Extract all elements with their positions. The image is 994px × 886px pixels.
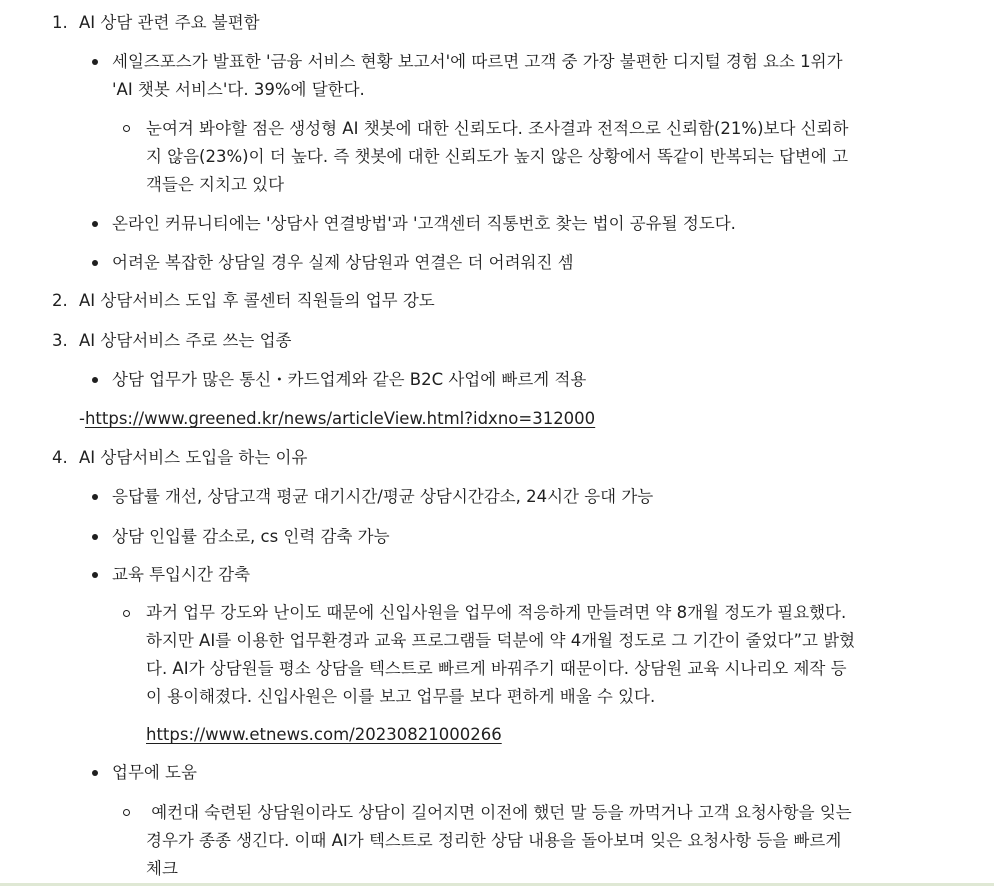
- section-4-bullet-2: 상담 인입률 감소로, cs 인력 감축 가능: [112, 527, 390, 546]
- section-1-sub-1-line-3: 객들은 지치고 있다: [146, 175, 285, 194]
- source-prefix: -: [79, 409, 85, 428]
- section-2-title: AI 상담서비스 도입 후 콜센터 직원들의 업무 강도: [79, 291, 435, 310]
- section-1-number: 1.: [52, 13, 68, 32]
- etnews-article-link[interactable]: https://www.etnews.com/20230821000266: [146, 725, 502, 744]
- etnews-link-line: [146, 723, 502, 746]
- bullet-dot: [92, 494, 98, 500]
- section-3-number: 3.: [52, 331, 68, 350]
- section-2-number: 2.: [52, 291, 68, 310]
- section-1-sub-1-line-2: 지 않음(23%)이 더 높다. 즉 챗봇에 대한 신뢰도가 높지 않은 상황에서 똑같이 반복되는 답변에 고: [146, 147, 849, 166]
- greened-article-link[interactable]: https://www.greened.kr/news/articleView.html?idxno=312000: [84, 409, 596, 428]
- section-1-title: AI 상담 관련 주요 불편함: [79, 13, 260, 32]
- section-1-bullet-1-line-1: 세일즈포스가 발표한 '금융 서비스 현황 보고서'에 따르면 고객 중 가장 불편한 디지털 경험 요소 1위가: [112, 52, 843, 71]
- bullet-dot: [92, 59, 98, 65]
- section-4-number: 4.: [52, 448, 68, 467]
- section-4-bullet-3-sub-line-4: 이 용이해졌다. 신입사원은 이를 보고 업무를 보다 편하게 배울 수 있다.: [146, 687, 656, 706]
- section-4-bullet-4-sub-line-2: 경우가 종종 생긴다. 이때 AI가 텍스트로 정리한 상담 내용을 돌아보며 잊은 요청사항 등을 빠르게: [146, 831, 842, 850]
- section-1-bullet-1-line-2: 'AI 챗봇 서비스'다. 39%에 달한다.: [112, 80, 365, 99]
- bullet-dot: [92, 770, 98, 776]
- bullet-dot: [92, 260, 98, 266]
- sub-bullet-circle: [123, 610, 130, 617]
- section-3-bullet-1: 상담 업무가 많은 통신・카드업계와 같은 B2C 사업에 빠르게 적용: [112, 370, 587, 389]
- section-4-bullet-3-sub-line-1: 과거 업무 강도와 난이도 때문에 신입사원을 업무에 적응하게 만들려면 약 8개월 정도가 필요했다.: [146, 603, 847, 622]
- sub-bullet-circle: [123, 125, 130, 132]
- section-1-bullet-3: 어려운 복잡한 상담일 경우 실제 상담원과 연결은 더 어려워진 셈: [112, 253, 574, 272]
- section-4-bullet-3-sub-line-2: 하지만 AI를 이용한 업무환경과 교육 프로그램들 덕분에 약 4개월 정도로 그 기간이 줄었다”고 밝혔: [146, 631, 856, 650]
- section-3-source: [79, 407, 595, 430]
- section-4-bullet-4: 업무에 도움: [112, 763, 197, 782]
- bullet-dot: [92, 221, 98, 227]
- sub-bullet-circle: [123, 809, 130, 816]
- bullet-dot: [92, 377, 98, 383]
- section-1-sub-1-line-1: 눈여겨 봐야할 점은 생성형 AI 챗봇에 대한 신뢰도다. 조사결과 전적으로 신뢰함(21%)보다 신뢰하: [146, 119, 849, 138]
- section-4-bullet-1: 응답률 개선, 상담고객 평균 대기시간/평균 상담시간감소, 24시간 응대 가능: [112, 487, 654, 506]
- section-4-bullet-3-sub-line-3: 다. AI가 상담원들 평소 상담을 텍스트로 빠르게 바꿔주기 때문이다. 상담원 교육 시나리오 제작 등: [146, 659, 847, 678]
- section-4-bullet-3: 교육 투입시간 감축: [112, 565, 251, 584]
- section-4-bullet-4-sub-line-3: 체크: [146, 859, 178, 878]
- bullet-dot: [92, 572, 98, 578]
- section-1-bullet-2: 온라인 커뮤니티에는 '상담사 연결방법'과 '고객센터 직통번호 찾는 법이 공유될 정도다.: [112, 214, 736, 233]
- section-3-title: AI 상담서비스 주로 쓰는 업종: [79, 331, 292, 350]
- bullet-dot: [92, 534, 98, 540]
- section-4-bullet-4-sub-line-1: 예컨대 숙련된 상담원이라도 상담이 길어지면 이전에 했던 말 등을 까먹거나 고객 요청사항을 잊는: [146, 803, 852, 822]
- section-4-title: AI 상담서비스 도입을 하는 이유: [79, 448, 308, 467]
